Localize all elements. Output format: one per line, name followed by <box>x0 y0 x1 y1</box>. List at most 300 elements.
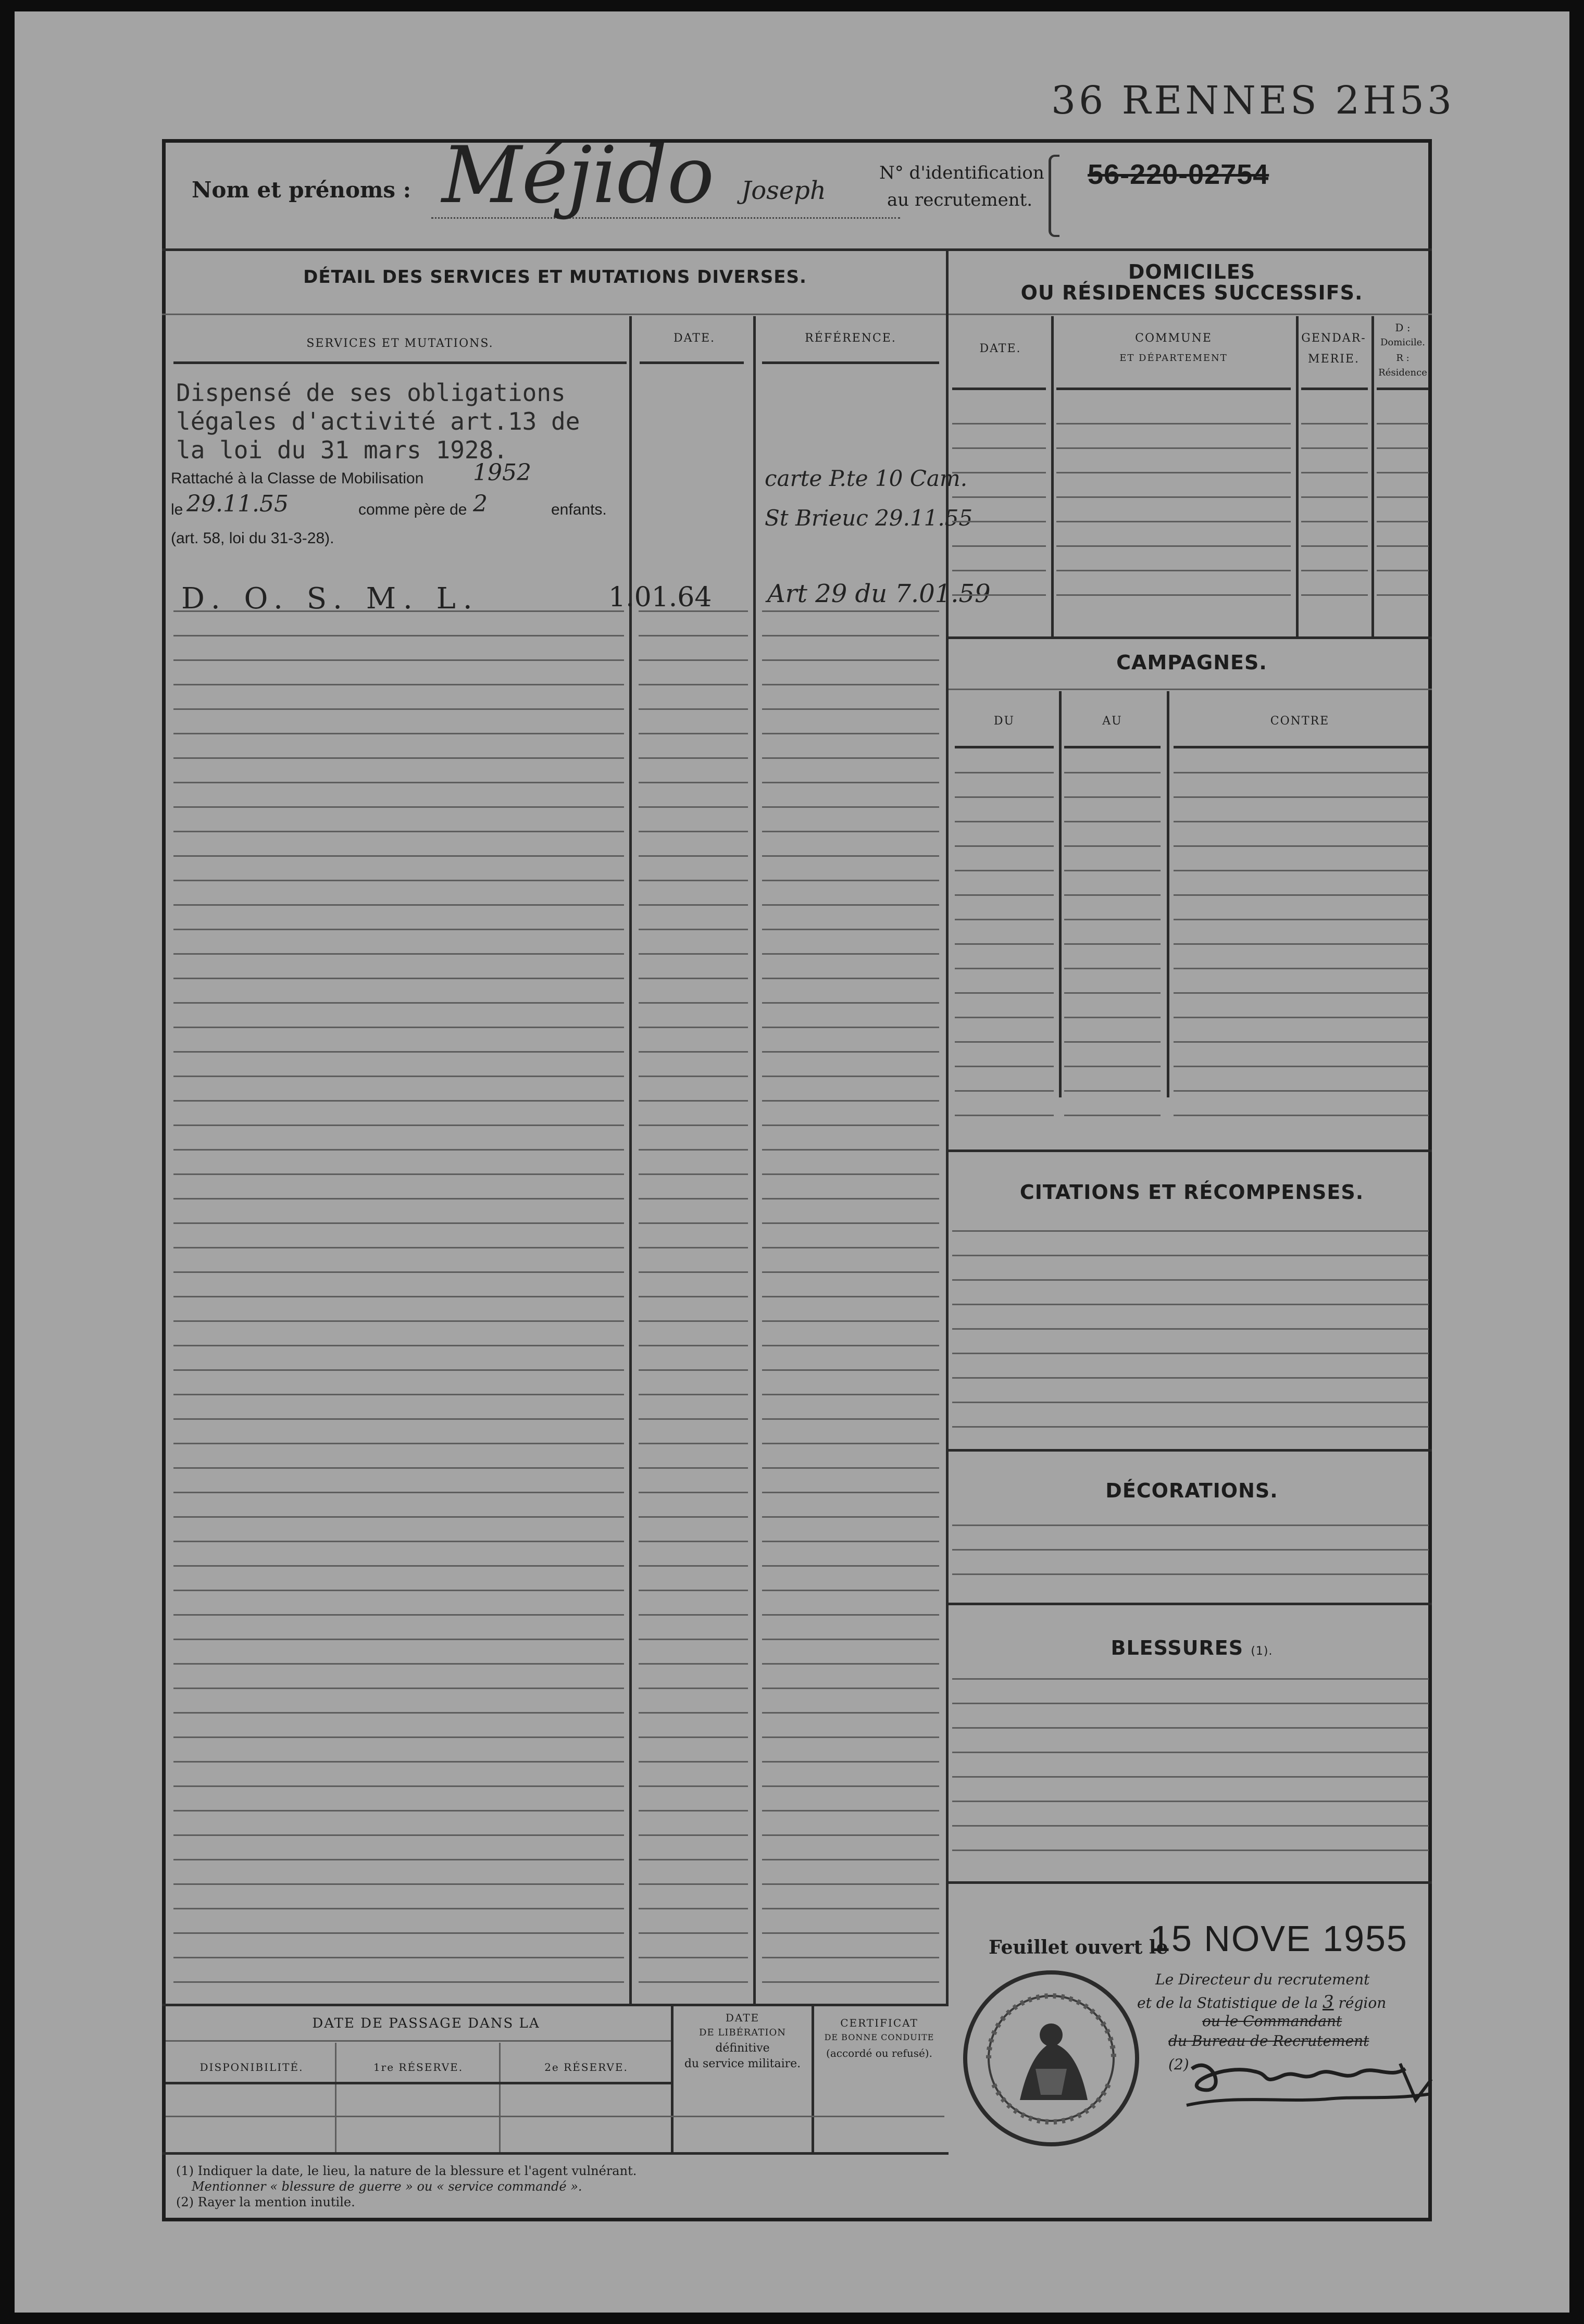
ruled-line <box>952 1328 1429 1330</box>
ruled-line <box>1377 447 1429 449</box>
ruled-line <box>762 1418 939 1420</box>
ruled-line <box>952 1279 1429 1281</box>
ruled-line <box>1056 570 1291 571</box>
ruled-line <box>1301 594 1368 596</box>
ruled-line <box>1377 496 1429 498</box>
ruled-line <box>173 1271 624 1273</box>
ruled-line <box>1174 796 1429 798</box>
dom-head-rule-4 <box>1377 388 1429 390</box>
ruled-line <box>1064 845 1161 847</box>
ruled-line <box>173 1516 624 1518</box>
ruled-line <box>639 1076 748 1077</box>
ruled-line <box>952 447 1046 449</box>
ruled-line <box>762 1296 939 1297</box>
ruled-line <box>173 1443 624 1444</box>
services-title: DÉTAIL DES SERVICES ET MUTATIONS DIVERSES. <box>303 267 807 288</box>
ruled-line <box>639 1541 748 1542</box>
ruled-line <box>173 1785 624 1787</box>
archive-reference: 36 RENNES 2H53 <box>1051 78 1455 123</box>
domiciles-bottom-rule <box>949 636 1432 639</box>
ruled-line <box>1056 594 1291 596</box>
ruled-line <box>1064 968 1161 969</box>
ruled-line <box>955 1115 1054 1116</box>
ruled-line <box>762 1492 939 1493</box>
dom-col-date: DATE. <box>979 342 1021 355</box>
le-label: le <box>171 501 183 518</box>
ruled-line <box>639 953 748 955</box>
ruled-line <box>639 1271 748 1273</box>
ruled-line <box>952 1402 1429 1403</box>
ruled-line <box>639 1516 748 1518</box>
camp-head-rule-3 <box>1174 746 1429 748</box>
ruled-line <box>173 1492 624 1493</box>
decorations-title: DÉCORATIONS. <box>1105 1479 1278 1502</box>
domiciles-title-2: OU RÉSIDENCES SUCCESSIFS. <box>1020 281 1363 304</box>
ruled-line <box>639 1957 748 1958</box>
col-date: DATE. <box>673 332 716 345</box>
ruled-line <box>639 659 748 661</box>
citations-title: CITATIONS ET RÉCOMPENSES. <box>1019 1181 1364 1204</box>
ruled-line <box>762 782 939 783</box>
ruled-line <box>762 1712 939 1714</box>
ruled-line <box>173 855 624 857</box>
ruled-line <box>173 929 624 930</box>
ruled-line <box>955 772 1054 773</box>
camp-head-rule-1 <box>955 746 1054 748</box>
ruled-line <box>762 1908 939 1909</box>
dom-head-rule-1 <box>952 388 1046 390</box>
ruled-line <box>173 1883 624 1885</box>
ruled-line <box>173 757 624 759</box>
ruled-line <box>762 1932 939 1934</box>
record-sheet <box>15 11 1569 2313</box>
domiciles-title-rule <box>949 314 1432 315</box>
ruled-line <box>955 992 1054 994</box>
ruled-line <box>1064 1090 1161 1092</box>
ruled-line <box>952 1549 1429 1551</box>
ruled-line <box>639 806 748 808</box>
ruled-line <box>1377 521 1429 522</box>
dom-col-gendarmerie-2: MERIE. <box>1308 353 1360 366</box>
passage-title: DATE DE PASSAGE DANS LA <box>312 2016 540 2031</box>
rattache-prefix: Rattaché à la Classe de Mobilisation <box>171 470 424 487</box>
ruled-line <box>762 1590 939 1591</box>
ruled-line <box>762 757 939 759</box>
camp-head-rule-2 <box>1064 746 1161 748</box>
ruled-line <box>1056 521 1291 522</box>
ruled-line <box>639 1565 748 1567</box>
ruled-line <box>639 1492 748 1493</box>
ruled-line <box>173 1247 624 1248</box>
ruled-line <box>762 610 939 612</box>
ruled-line <box>173 1002 624 1004</box>
ruled-line <box>639 1859 748 1860</box>
ruled-line <box>173 1639 624 1640</box>
col-liberation-1: DATE <box>725 2011 760 2024</box>
ruled-line <box>1377 594 1429 596</box>
ruled-line <box>952 1776 1429 1778</box>
ruled-line <box>173 1590 624 1591</box>
ruled-line <box>639 929 748 930</box>
id-label-line2: au recrutement. <box>887 190 1033 210</box>
ruled-line <box>955 845 1054 847</box>
ruled-line <box>639 1002 748 1004</box>
ruled-line <box>173 1688 624 1689</box>
ruled-line <box>173 1345 624 1346</box>
ruled-line <box>952 1230 1429 1232</box>
ruled-line <box>762 1467 939 1469</box>
ruled-line <box>1174 870 1429 871</box>
feuillet-date: 15 NOVE 1955 <box>1150 1918 1408 1959</box>
ruled-line <box>1174 1066 1429 1067</box>
blessures-title <box>950 1636 1434 1659</box>
dom-col-d-2: Domicile. <box>1380 337 1426 348</box>
ruled-line <box>173 1394 624 1395</box>
ruled-line <box>173 806 624 808</box>
campagnes-title-rule <box>949 689 1432 690</box>
ruled-line <box>762 1173 939 1175</box>
ruled-line <box>952 1255 1429 1256</box>
ruled-line <box>1174 943 1429 945</box>
ruled-line <box>639 1247 748 1248</box>
col-disponibilite: DISPONIBILITÉ. <box>199 2061 304 2073</box>
rattache-year: 1952 <box>473 459 531 486</box>
ruled-line <box>955 1066 1054 1067</box>
ruled-line <box>173 1981 624 1983</box>
ruled-line <box>639 1785 748 1787</box>
ruled-line <box>1174 1041 1429 1043</box>
ruled-line <box>639 1590 748 1591</box>
col-services: SERVICES ET MUTATIONS. <box>306 337 494 350</box>
ruled-line <box>1064 772 1161 773</box>
rattache-date: 29.11.55 <box>186 491 289 517</box>
ruled-line <box>952 1377 1429 1379</box>
ruled-line <box>1174 1115 1429 1116</box>
ruled-line <box>762 1565 939 1567</box>
ruled-line <box>1377 545 1429 547</box>
domiciles-title-1: DOMICILES <box>1128 260 1256 283</box>
decorations-bottom-rule <box>949 1603 1432 1605</box>
ruled-line <box>173 978 624 979</box>
name-label: Nom et prénoms : <box>192 177 411 203</box>
ruled-line <box>173 880 624 881</box>
ruled-line <box>173 1761 624 1763</box>
ruled-line <box>762 1027 939 1028</box>
ruled-line <box>173 782 624 783</box>
ruled-line <box>762 659 939 661</box>
ruled-line <box>762 1369 939 1371</box>
ruled-line <box>762 978 939 979</box>
ruled-line <box>1064 992 1161 994</box>
reference-line-2: St Brieuc 29.11.55 <box>765 505 973 531</box>
dom-head-rule-2 <box>1056 388 1291 390</box>
ruled-line <box>173 1736 624 1738</box>
ruled-line <box>639 1712 748 1714</box>
passage-divider-liberation <box>671 2004 673 2152</box>
ruled-line <box>173 1222 624 1224</box>
ruled-line <box>1064 821 1161 822</box>
ruled-line <box>1301 423 1368 424</box>
ruled-line <box>639 904 748 906</box>
ruled-line <box>639 1443 748 1444</box>
ruled-line <box>173 733 624 734</box>
ruled-line <box>762 1810 939 1811</box>
ruled-line <box>639 978 748 979</box>
ruled-line <box>762 1639 939 1640</box>
enfants-label: enfants. <box>551 501 607 518</box>
ruled-line <box>952 1801 1429 1802</box>
ruled-line <box>1174 821 1429 822</box>
dosml-entry: D. O. S. M. L. <box>181 582 480 616</box>
ruled-line <box>762 1149 939 1151</box>
ruled-line <box>955 943 1054 945</box>
ruled-line <box>173 1076 624 1077</box>
ruled-line <box>173 1124 624 1126</box>
ruled-line <box>173 1173 624 1175</box>
footnote-1-line-1: (1) Indiquer la date, le lieu, la nature de la blessure et l'agent vulnérant. <box>176 2164 637 2178</box>
services-col-rule <box>173 361 627 364</box>
ruled-line <box>639 684 748 685</box>
ruled-line <box>173 1932 624 1934</box>
ruled-line <box>762 1443 939 1444</box>
ruled-line <box>173 1149 624 1151</box>
ruled-line <box>952 1678 1429 1680</box>
ruled-line <box>952 1573 1429 1575</box>
ruled-line <box>173 659 624 661</box>
ruled-line <box>173 708 624 710</box>
official-seal-icon <box>957 1965 1145 2152</box>
ruled-line <box>762 1663 939 1665</box>
ruled-line <box>952 1525 1429 1526</box>
ruled-line <box>762 1957 939 1958</box>
ruled-line <box>1064 1115 1161 1116</box>
ruled-line <box>1377 423 1429 424</box>
services-date-divider <box>629 316 632 2004</box>
ruled-line <box>762 880 939 881</box>
ruled-line <box>1174 1017 1429 1018</box>
footnote-2: (2) Rayer la mention inutile. <box>176 2195 355 2209</box>
date-col-rule <box>640 361 744 364</box>
ruled-line <box>762 1076 939 1077</box>
dom-col-d-3: R : <box>1396 353 1410 364</box>
ruled-line <box>173 1100 624 1102</box>
ruled-line <box>173 1418 624 1420</box>
ruled-line <box>762 1761 939 1763</box>
camp-col-du: DU <box>993 715 1015 728</box>
typed-line-2: légales d'activité art.13 de <box>176 407 580 435</box>
col-liberation-2: DE LIBÉRATION <box>699 2027 786 2038</box>
ruled-line <box>762 1614 939 1616</box>
dom-col-d-1: D : <box>1395 321 1411 334</box>
col-certificat-2: DE BONNE CONDUITE <box>824 2032 934 2042</box>
ruled-line <box>1174 845 1429 847</box>
ruled-line <box>762 1859 939 1860</box>
ruled-line <box>762 708 939 710</box>
ref-col-rule <box>762 361 939 364</box>
ruled-line <box>173 831 624 832</box>
dosml-reference: Art 29 du 7.01.59 <box>767 579 991 608</box>
ruled-line <box>173 1369 624 1371</box>
ruled-line <box>952 423 1046 424</box>
ruled-line <box>639 1124 748 1126</box>
ruled-line <box>639 1345 748 1346</box>
ruled-line <box>952 545 1046 547</box>
dom-head-rule-3 <box>1301 388 1368 390</box>
ruled-line <box>952 570 1046 571</box>
ruled-line <box>639 1761 748 1763</box>
ruled-line <box>955 1090 1054 1092</box>
ruled-line <box>762 1198 939 1200</box>
ruled-line <box>1064 1017 1161 1018</box>
ruled-line <box>762 1247 939 1248</box>
ruled-line <box>952 1426 1429 1428</box>
ruled-line <box>639 880 748 881</box>
director-line-4: du Bureau de Recrutement <box>1168 2032 1369 2050</box>
ruled-line <box>173 684 624 685</box>
ruled-line <box>762 733 939 734</box>
ruled-line <box>762 1981 939 1983</box>
ruled-line <box>173 953 624 955</box>
dom-col-commune-2: ET DÉPARTEMENT <box>1119 353 1228 364</box>
dom-divider-2 <box>1296 316 1299 636</box>
camp-col-au: AU <box>1102 715 1122 728</box>
ruled-line <box>639 1834 748 1836</box>
ruled-line <box>952 496 1046 498</box>
ruled-line <box>955 821 1054 822</box>
ruled-line <box>639 1173 748 1175</box>
ruled-line <box>639 1883 748 1885</box>
ruled-line <box>762 1883 939 1885</box>
ruled-line <box>639 1688 748 1689</box>
ruled-line <box>952 472 1046 473</box>
camp-divider-2 <box>1167 691 1169 1097</box>
ruled-line <box>173 1957 624 1958</box>
header-divider <box>162 248 1432 251</box>
director-line-2-prefix: et de la Statistique de la <box>1137 1994 1318 2011</box>
ruled-line <box>1174 968 1429 969</box>
director-region-number: 3 <box>1322 1992 1334 2013</box>
ruled-line <box>639 1418 748 1420</box>
ruled-line <box>762 1124 939 1126</box>
date-ref-divider <box>753 316 756 2004</box>
dosml-date: 1.01.64 <box>608 582 712 613</box>
blessures-note: (1). <box>1251 1645 1273 1658</box>
ruled-line <box>1064 894 1161 896</box>
ruled-line <box>639 1320 748 1322</box>
ruled-line <box>955 870 1054 871</box>
ruled-line <box>639 1736 748 1738</box>
ruled-line <box>762 1394 939 1395</box>
ruled-line <box>1056 472 1291 473</box>
ruled-line <box>762 831 939 832</box>
dom-divider-3 <box>1371 316 1374 636</box>
director-note: (2) <box>1168 2056 1189 2073</box>
signature-icon <box>1171 2032 1442 2121</box>
typed-line-1: Dispensé de ses obligations <box>176 379 566 407</box>
feuillet-label: Feuillet ouvert le <box>989 1936 1168 1958</box>
ruled-line <box>639 1663 748 1665</box>
passage-bottom-rule <box>162 2152 949 2155</box>
surname: Méjido <box>442 130 715 221</box>
passage-row-rule <box>166 2116 944 2117</box>
ruled-line <box>639 855 748 857</box>
ruled-line <box>1064 919 1161 920</box>
ruled-line <box>1377 472 1429 473</box>
id-label-line1: N° d'identification <box>879 163 1044 183</box>
children-count: 2 <box>473 491 488 517</box>
ruled-line <box>1056 545 1291 547</box>
ruled-line <box>762 1785 939 1787</box>
ruled-line <box>639 1198 748 1200</box>
ruled-line <box>639 1810 748 1811</box>
ruled-line <box>639 708 748 710</box>
ruled-line <box>639 1100 748 1102</box>
ruled-line <box>762 1051 939 1053</box>
ruled-line <box>762 929 939 930</box>
ruled-line <box>639 1639 748 1640</box>
ruled-line <box>639 1051 748 1053</box>
col-1re-reserve: 1re RÉSERVE. <box>373 2061 464 2073</box>
camp-divider-1 <box>1059 691 1062 1097</box>
ruled-line <box>952 1703 1429 1704</box>
ruled-line <box>1301 472 1368 473</box>
ruled-line <box>762 953 939 955</box>
ruled-line <box>1174 992 1429 994</box>
ruled-line <box>173 1614 624 1616</box>
director-line-3: ou le Commandant <box>1202 2013 1342 2030</box>
campagnes-title: CAMPAGNES. <box>1116 651 1267 674</box>
ruled-line <box>1301 521 1368 522</box>
ruled-line <box>952 1727 1429 1729</box>
ruled-line <box>173 1663 624 1665</box>
director-line-1: Le Directeur du recrutement <box>1155 1971 1370 1988</box>
ruled-line <box>762 1100 939 1102</box>
ruled-line <box>173 1320 624 1322</box>
dom-col-commune-1: COMMUNE <box>1135 332 1212 345</box>
ruled-line <box>639 1908 748 1909</box>
campagnes-bottom-rule <box>949 1149 1432 1152</box>
col-reference: RÉFÉRENCE. <box>805 332 896 345</box>
ruled-line <box>173 1051 624 1053</box>
ruled-line <box>1064 870 1161 871</box>
director-line-2-suffix: région <box>1338 1994 1387 2011</box>
ruled-line <box>1377 570 1429 571</box>
ruled-line <box>639 1932 748 1934</box>
passage-head-rule <box>166 2082 671 2084</box>
ruled-line <box>639 1981 748 1983</box>
col-certificat-3: (accordé ou refusé). <box>826 2047 932 2059</box>
footnote-1-line-2: Mentionner « blessure de guerre » ou « service commandé ». <box>192 2179 582 2194</box>
ruled-line <box>173 1027 624 1028</box>
ruled-line <box>639 1149 748 1151</box>
ruled-line <box>173 1296 624 1297</box>
ruled-line <box>955 894 1054 896</box>
ruled-line <box>1301 496 1368 498</box>
ruled-line <box>955 968 1054 969</box>
ruled-line <box>639 1369 748 1371</box>
typed-line-3: la loi du 31 mars 1928. <box>176 436 508 464</box>
ruled-line <box>955 796 1054 798</box>
ruled-line <box>762 1541 939 1542</box>
ruled-line <box>762 1688 939 1689</box>
reference-line-1: carte P.te 10 Cam. <box>765 466 968 491</box>
ruled-line <box>762 855 939 857</box>
ruled-line <box>639 1296 748 1297</box>
ruled-line <box>1174 1090 1429 1092</box>
ruled-line <box>762 1002 939 1004</box>
ruled-line <box>1064 943 1161 945</box>
ruled-line <box>762 1516 939 1518</box>
